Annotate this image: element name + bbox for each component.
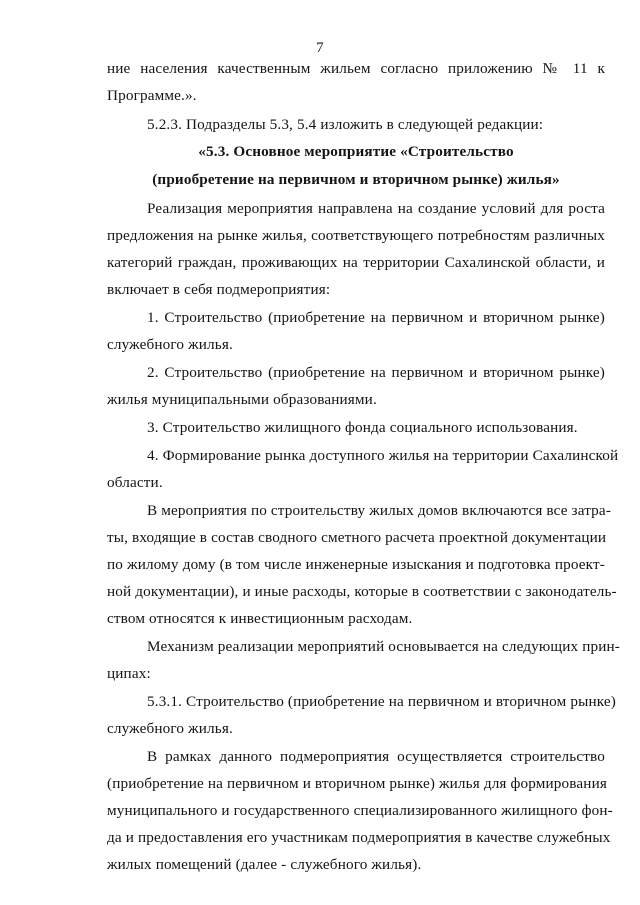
text-line: Механизм реализации мероприятий основывается на следующих прин- bbox=[147, 638, 621, 655]
text-line: ние населения качественным жильем согласно приложению № 11 к bbox=[107, 60, 605, 77]
text-line: 5.2.3. Подразделы 5.3, 5.4 изложить в следующей редакции: bbox=[147, 116, 544, 133]
list-item: 1. Строительство (приобретение на первичном и вторичном рынке) bbox=[147, 309, 605, 326]
list-item-continuation: жилья муниципальными образованиями. bbox=[107, 391, 377, 408]
text-line: предложения на рынке жилья, соответствующего потребностям различных bbox=[107, 227, 605, 244]
list-item-continuation: служебного жилья. bbox=[107, 336, 233, 353]
text-line: да и предоставления его участникам подмероприятия в качестве служебных bbox=[107, 829, 611, 846]
text-line: включает в себя подмероприятия: bbox=[107, 281, 331, 298]
text-line: жилых помещений (далее - служебного жилья). bbox=[107, 856, 422, 873]
section-heading: (приобретение на первичном и вторичном рынке) жилья» bbox=[152, 171, 560, 188]
page-number: 7 bbox=[316, 40, 324, 56]
list-item: 4. Формирование рынка доступного жилья на территории Сахалинской bbox=[147, 447, 619, 464]
list-item-continuation: области. bbox=[107, 474, 163, 491]
text-line: ты, входящие в состав сводного сметного расчета проектной документации bbox=[107, 529, 607, 546]
text-line: муниципального и государственного специализированного жилищного фон- bbox=[107, 802, 613, 819]
list-item: 2. Строительство (приобретение на первичном и вторичном рынке) bbox=[147, 364, 605, 381]
list-item: 3. Строительство жилищного фонда социального использования. bbox=[147, 419, 578, 436]
text-line: ной документации), и иные расходы, которые в соответствии с законодатель- bbox=[107, 583, 617, 600]
text-line: (приобретение на первичном и вторичном рынке) жилья для формирования bbox=[107, 775, 607, 792]
text-line: Реализация мероприятия направлена на создание условий для роста bbox=[147, 200, 605, 217]
text-line: категорий граждан, проживающих на территории Сахалинской области, и bbox=[107, 254, 605, 271]
text-line: по жилому дому (в том числе инженерные изыскания и подготовка проект- bbox=[107, 556, 605, 573]
text-line: В мероприятия по строительству жилых домов включаются все затра- bbox=[147, 502, 612, 519]
subsection-heading: 5.3.1. Строительство (приобретение на первичном и вторичном рынке) bbox=[147, 693, 616, 710]
subsection-heading: служебного жилья. bbox=[107, 720, 233, 737]
text-line: ципах: bbox=[107, 665, 151, 682]
text-line: В рамках данного подмероприятия осуществляется строительство bbox=[147, 748, 605, 765]
text-line: Программе.». bbox=[107, 87, 197, 104]
text-line: ством относятся к инвестиционным расходам. bbox=[107, 610, 413, 627]
section-heading: «5.3. Основное мероприятие «Строительство bbox=[198, 143, 514, 160]
